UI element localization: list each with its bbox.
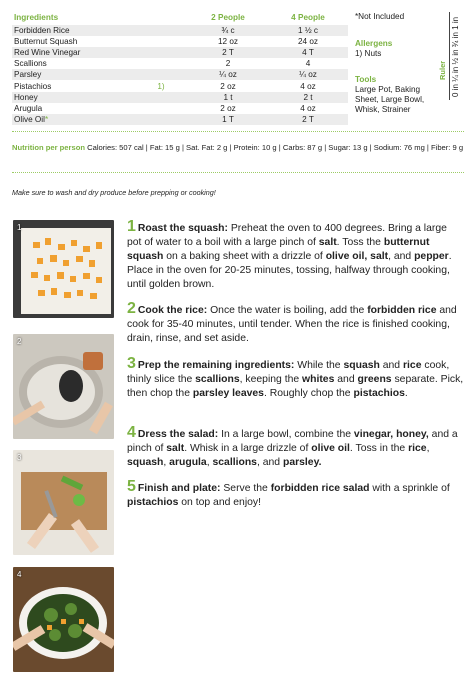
step-emphasis: pepper xyxy=(414,251,449,262)
step-number: 4 xyxy=(127,424,136,441)
step-5 xyxy=(127,480,464,510)
ingredient-name: Parsley xyxy=(12,69,132,80)
ingredient-name: Red Wine Vinegar xyxy=(12,47,132,58)
ingredient-note xyxy=(132,92,188,103)
nutrition-values: Calories: 507 cal | Fat: 15 g | Sat. Fat: 2 g | Protein: 10 g | Carbs: 87 g | Sugar: 13 g | Sodium: 76 mg | Fiber: 9 g xyxy=(85,143,464,152)
four-people-header: 4 People xyxy=(291,13,325,22)
step-emphasis: greens xyxy=(357,374,392,385)
amount-four-people: 4 oz xyxy=(300,81,316,91)
step-text: . Place in the oven for 20-25 minutes, tossing, halfway through cooking, until golden brown. xyxy=(127,251,452,290)
step-emphasis: vinegar, honey, xyxy=(353,429,429,440)
step-4 xyxy=(127,426,464,470)
amount-two-people: 1 t xyxy=(188,92,266,103)
step-text: , xyxy=(206,457,213,468)
step-text: with a sprinkle of xyxy=(369,483,450,494)
ingredient-note xyxy=(132,69,188,80)
step-number: 5 xyxy=(127,478,136,495)
step-3 xyxy=(127,357,464,401)
amount-four-people: 4 T xyxy=(266,47,348,58)
step-emphasis: Dress the salad: xyxy=(137,429,219,440)
step-emphasis: olive oil xyxy=(311,443,350,454)
amount-four-people: 1 ½ c xyxy=(266,25,348,36)
step-emphasis: olive oil, salt xyxy=(325,251,389,262)
amount-four-people: 2 T xyxy=(266,114,348,125)
two-people-header: 2 People xyxy=(211,13,245,22)
step-emphasis: butternut squash xyxy=(127,237,430,262)
step-emphasis: arugula xyxy=(169,457,207,468)
step-number: 1 xyxy=(127,218,136,235)
ingredient-row xyxy=(12,92,348,103)
step-text: cook, thinly slice the xyxy=(127,360,450,385)
step-number: 3 xyxy=(127,355,136,372)
ingredient-note xyxy=(132,58,188,69)
amount-two-people: ¾ c xyxy=(188,25,266,36)
step-emphasis: Prep the remaining ingredients: xyxy=(137,360,295,371)
step-text: . Toss in the xyxy=(349,443,409,454)
ingredient-name: Honey xyxy=(12,92,132,103)
ingredient-note xyxy=(132,103,188,114)
step-text: Once the water is boiling, add the xyxy=(207,305,368,316)
step-text: Preheat the oven to 400 degrees. Bring a large pot of water to a boil with a large pinch of xyxy=(127,223,447,248)
chopping-scallions-image xyxy=(13,450,114,555)
salad-bowl-image xyxy=(13,567,114,672)
step-emphasis: scallions xyxy=(212,457,257,468)
not-included-note: *Not Included xyxy=(355,12,405,21)
step-emphasis: parsley leaves xyxy=(192,388,264,399)
step-emphasis: Roast the squash: xyxy=(137,223,228,234)
ingredient-name: Pistachios xyxy=(14,81,52,91)
side-info xyxy=(355,12,435,115)
ingredient-row xyxy=(12,103,348,114)
step-emphasis: Finish and plate: xyxy=(137,483,221,494)
step-emphasis: forbidden rice salad xyxy=(270,483,370,494)
step-emphasis: rice xyxy=(408,443,427,454)
step-text: on a baking sheet with a drizzle of xyxy=(163,251,326,262)
nutrition-line xyxy=(12,143,463,152)
amount-two-people: ¼ oz xyxy=(188,69,266,80)
step-emphasis: forbidden rice xyxy=(367,305,437,316)
step-text: . Whisk in a large drizzle of xyxy=(184,443,312,454)
ruler-marks: 0 in ¼ in ½ in ¾ in 1 in xyxy=(451,16,460,97)
step-text: Serve the xyxy=(220,483,271,494)
ingredient-row xyxy=(12,114,348,125)
rice-pot-image xyxy=(13,334,114,439)
step-text: , xyxy=(426,443,430,454)
ingredient-row xyxy=(12,47,348,58)
step-text: , xyxy=(163,457,170,468)
note-header xyxy=(132,11,188,25)
divider-top xyxy=(12,131,464,132)
ingredient-row xyxy=(12,25,348,36)
amount-four-people: 4 xyxy=(305,59,311,69)
step-emphasis: Cook the rice: xyxy=(137,305,208,316)
photo-number: 4 xyxy=(17,570,22,579)
step-emphasis: squash xyxy=(127,457,164,468)
tools-list: Large Pot, Baking Sheet, Large Bowl, Whisk, Strainer xyxy=(355,85,425,114)
step-2-photo xyxy=(13,334,114,439)
divider-bottom xyxy=(12,172,464,173)
roasted-squash-image xyxy=(13,220,114,318)
step-number: 2 xyxy=(127,300,136,317)
amount-four-people: 4 oz xyxy=(300,103,316,113)
ingredient-note xyxy=(132,25,188,36)
ingredient-row xyxy=(12,58,348,69)
ruler-line xyxy=(449,12,450,100)
step-emphasis: parsley. xyxy=(282,457,322,468)
ingredient-name: Butternut Squash xyxy=(14,37,78,47)
amount-four-people: ¼ oz xyxy=(266,69,348,80)
step-text: , and xyxy=(256,457,283,468)
ingredients-table xyxy=(12,11,348,125)
ingredient-name: Forbidden Rice xyxy=(12,25,132,36)
step-text: , keeping the xyxy=(239,374,303,385)
step-text: and xyxy=(334,374,358,385)
ingredient-name: Arugula xyxy=(14,103,43,113)
step-2 xyxy=(127,302,464,346)
step-text: and xyxy=(379,360,403,371)
amount-two-people: 2 oz xyxy=(220,81,236,91)
intro-note: Make sure to wash and dry produce before prepping or cooking! xyxy=(12,188,216,197)
ingredient-name: Olive Oil* xyxy=(12,114,132,125)
tools-title: Tools xyxy=(355,75,377,84)
step-emphasis: rice xyxy=(402,360,422,371)
ingredient-note xyxy=(132,114,188,125)
step-emphasis: squash xyxy=(343,360,380,371)
step-text: , and xyxy=(388,251,415,262)
step-text: . Roughly chop the xyxy=(263,388,354,399)
photo-number: 2 xyxy=(17,337,22,346)
amount-two-people: 2 T xyxy=(188,47,266,58)
step-text: In a large bowl, combine the xyxy=(218,429,354,440)
ingredient-name: Scallions xyxy=(14,59,47,69)
photo-number: 3 xyxy=(17,453,22,462)
step-3-photo xyxy=(13,450,114,555)
allergens-list: 1) Nuts xyxy=(355,49,382,58)
amount-two-people: 1 T xyxy=(188,114,266,125)
step-text: and a pinch of xyxy=(127,429,458,454)
step-emphasis: pistachios xyxy=(127,497,179,508)
nutrition-label: Nutrition per person xyxy=(12,143,85,152)
amount-two-people: 2 oz xyxy=(220,103,236,113)
step-emphasis: scallions xyxy=(195,374,240,385)
ingredients-header-row xyxy=(12,11,348,25)
amount-four-people: 2 t xyxy=(266,92,348,103)
step-text: on top and enjoy! xyxy=(178,497,262,508)
step-text: and cook for 35-40 minutes, until tender. When the rice is finished cooking, drain, rinse, and set aside. xyxy=(127,305,457,344)
ingredient-row xyxy=(12,69,348,80)
ingredient-note: 1) xyxy=(157,81,165,91)
ingredient-row xyxy=(12,80,348,91)
step-1-photo xyxy=(13,220,114,318)
step-emphasis: salt xyxy=(318,237,337,248)
amount-four-people: 24 oz xyxy=(297,37,319,47)
step-1 xyxy=(127,220,464,292)
step-text: . xyxy=(404,388,408,399)
step-emphasis: salt xyxy=(166,443,185,454)
step-text: separate. Pick, then chop the xyxy=(127,374,464,399)
step-emphasis: whites xyxy=(302,374,335,385)
ingredients-header: Ingredients xyxy=(14,13,59,22)
amount-two-people: 2 xyxy=(225,59,231,69)
allergens-title: Allergens xyxy=(355,39,393,48)
amount-two-people: 12 oz xyxy=(217,37,239,47)
not-included-marker: * xyxy=(44,114,49,124)
ingredient-note xyxy=(132,47,188,58)
step-text: . Toss the xyxy=(336,237,384,248)
step-emphasis: pistachios xyxy=(353,388,405,399)
ruler-label: Ruler xyxy=(438,60,447,80)
step-text: While the xyxy=(294,360,344,371)
ingredient-row xyxy=(12,36,348,47)
photo-number: 1 xyxy=(17,223,22,232)
step-4-photo xyxy=(13,567,114,672)
ingredient-note xyxy=(132,36,188,47)
